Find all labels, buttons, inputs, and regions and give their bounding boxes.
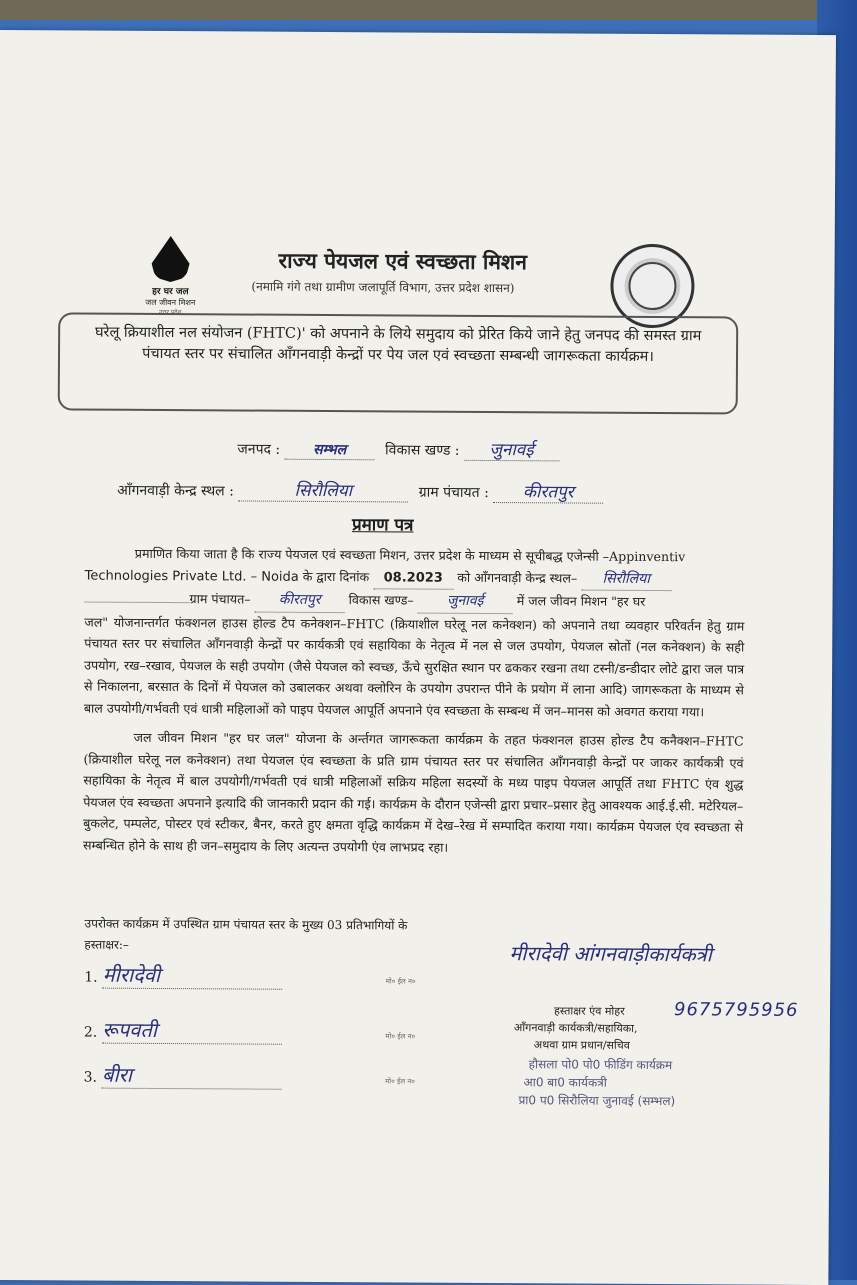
para1-part-e: ग्राम पंचायत–: [189, 591, 251, 607]
participant-row-3: [84, 1061, 464, 1091]
signatory-role-1: आँगनवाड़ी कार्यकत्री/सहायिका,: [513, 1021, 638, 1035]
vikas-khand-value: जुनावई: [489, 439, 534, 461]
para1-part-g: में जल जीवन मिशन "हर घर: [516, 593, 646, 609]
janpad-label: जनपद :: [237, 441, 281, 458]
mobile-label: मो० ईल न०: [385, 1077, 415, 1086]
signatory-handwritten-name: मीरादेवी आंगनवाड़ीकार्यकत्री: [509, 941, 712, 967]
stamp-line-2: आ0 बा0 कार्यकत्री: [523, 1075, 607, 1090]
program-date: 08.2023: [383, 569, 443, 586]
participant-signature: मीरादेवी: [102, 962, 161, 987]
logo-text-2: जल जीवन मिशन: [145, 297, 196, 308]
signatory-role-2: अथवा ग्राम प्रधान/सचिव: [533, 1038, 630, 1052]
certificate-title: प्रमाण पत्र: [351, 515, 414, 536]
gp-value: कीरतपुर: [278, 591, 321, 608]
anganwadi-label: आँगनवाड़ी केन्द्र स्थल :: [117, 482, 234, 500]
program-banner: घरेलू क्रियाशील नल संयोजन (FHTC)' को अपनाने के लिये समुदाय को प्रेरित किये जाने हेतु जनपद की समस्त ग्राम पंचायत स्तर पर संचालित आँगनवाड़ी केन्द्रों पर पेय जल एवं स्वच्छता सम्बन्धी जागरूकता कार्यक्रम।: [58, 312, 739, 414]
har-ghar-jal-logo: [130, 236, 210, 316]
gram-panchayat-label: ग्राम पंचायत :: [418, 484, 489, 501]
logo-text-1: हर घर जल: [152, 286, 189, 298]
signatures-label: हस्ताक्षर:–: [84, 937, 130, 952]
participant-number: 1.: [84, 969, 98, 986]
certificate-paper: [0, 30, 836, 1285]
water-drop-icon: [151, 236, 189, 282]
certificate-paragraph-1: [84, 543, 745, 723]
janpad-value: सम्भल: [313, 441, 347, 459]
para1-part-d: को आँगनवाड़ी केन्द्र स्थल–: [457, 569, 578, 586]
mobile-label: मो० ईल न०: [385, 977, 416, 986]
mobile-label: मो० ईल न०: [385, 1032, 416, 1041]
participant-signature: बीरा: [102, 1062, 133, 1087]
certificate-paragraph-2: जल जीवन मिशन "हर घर जल" योजना के अर्न्तगत जागरूकता कार्यक्रम के तहत फंक्शनल हाउस होल्ड टैप कनैक्शन–FHTC (क्रियाशील घरेलू नल कनेक्शन) तथा पेयजल एंव स्वच्छता के प्रति ग्राम पंचायत स्तर पर संचालित आँगनवाड़ी केन्द्रों पर जाकर कार्यकत्री एवं सहायिका के नेतृत्व में बाल उपयोगी/गर्भवती एवं धात्री महिलाओं सक्रिय महिला सदस्यों के मध्य पाइप पेयजल आपूर्ति तथा FHTC एंव शुद्ध पेयजल एंव स्वच्छता अपनाने इत्यादि की जानकारी प्रदान की गई। कार्यक्रम के दौरान एजेन्सी द्वारा प्रचार–प्रसार हेतु आवश्यक आई.ई.सी. मटेरियल–बुकलेट, पम्पलेट, पोस्टर एवं स्टीकर, बैनर, करते हुए क्षमता वृद्धि कार्यक्रम में देख–रेख में सम्पादित कराया गया। कार्यक्रम पेयजल एंव स्वच्छता से सम्बन्धित होने के साथ ही जन–समुदाय के लिए अत्यन्त उपयोगी एंव लाभप्रद रहा।: [82, 729, 744, 855]
stamp-line-3: प्रा0 प0 सिरौलिया जुनावई (सम्भल): [518, 1093, 676, 1109]
participant-number: 3.: [83, 1069, 98, 1086]
gram-panchayat-value: कीरतपुर: [522, 482, 574, 503]
participants-intro: उपरोक्त कार्यक्रम में उपस्थित ग्राम पंचायत स्तर के मुख्य 03 प्रतिभागियों के: [84, 916, 408, 933]
participant-row-2: [84, 1016, 464, 1046]
stamp-line-1: हौसला पो0 पो0 फीडिंग कार्यक्रम: [528, 1057, 673, 1073]
participant-signature: रूपवती: [102, 1017, 158, 1042]
anganwadi-value: सिरौलिया: [294, 480, 353, 502]
para1-part-a: प्रमाणित किया जाता है कि राज्य पेयजल एवं स्वच्छता मिशन, उत्तर प्रदेश के माध्यम से सूचीबद्ध एजेन्सी –Appinventiv: [134, 545, 686, 565]
place-value: सिरौलिया: [602, 570, 650, 587]
participant-number: 2.: [83, 1024, 98, 1041]
mission-subtitle: (नमामि गंगे तथा ग्रामीण जलापूर्ति विभाग, उत्तर प्रदेश शासन): [251, 279, 515, 296]
agency-name: Technologies Private Ltd. – Noida: [84, 568, 299, 585]
vikas-khand-label: विकास खण्ड :: [385, 442, 460, 459]
logo-text-3: उत्तर प्रदेश: [159, 308, 182, 317]
janpad-row: [237, 435, 559, 461]
anganwadi-row: [117, 477, 603, 504]
participant-row-1: [84, 961, 464, 991]
para1-part-c: के द्वारा दिनांक: [302, 568, 370, 584]
signatory-phone: 9675795956: [673, 999, 799, 1021]
mission-title: राज्य पेयजल एवं स्वच्छता मिशन: [278, 247, 527, 275]
para1-part-f: विकास खण्ड–: [348, 592, 414, 608]
vk-value: जुनावई: [446, 592, 484, 609]
background-top: [0, 0, 857, 20]
signature-seal-label: हस्ताक्षर एंव मोहर: [553, 1004, 625, 1018]
para1-rest: जल" योजनान्तर्गत फंक्शनल हाउस होल्ड टैप कनेक्शन–FHTC (क्रियाशील घरेलू नल कनेक्शन) को अपनाने तथा व्यवहार परिवर्तन हेतु ग्राम पंचायत स्तर पर संचालित आँगनवाड़ी केन्द्रों पर कार्यकत्री एवं सहायिका के नेतृत्व में नल से जल उपयोग, पेयजल स्रोतों (नल कनेक्शन) के सही उपयोग, रख–रखाव, पेयजल के सही उपयोग (जैसे पेयजल को स्वच्छ, ऊँचे सुरक्षित स्थान पर ढककर रखना तथा टस्नी/डन्डीदार लोटे द्वारा जल पात्र से निकालना, बरसात के दिनों में पेयजल को उबालकर अथवा क्लोरिन के उपयोग उपरान्त पीने के प्रयोग में लाना आदि) जागरूकता के माध्यम से बाल उपयोगी/गर्भवती एवं धात्री महिलाओं को पाइप पेयजल आपूर्ति अपनाने एंव स्वच्छता के सम्बन्ध में जन–मानस को अवगत कराया गया।: [83, 614, 745, 719]
